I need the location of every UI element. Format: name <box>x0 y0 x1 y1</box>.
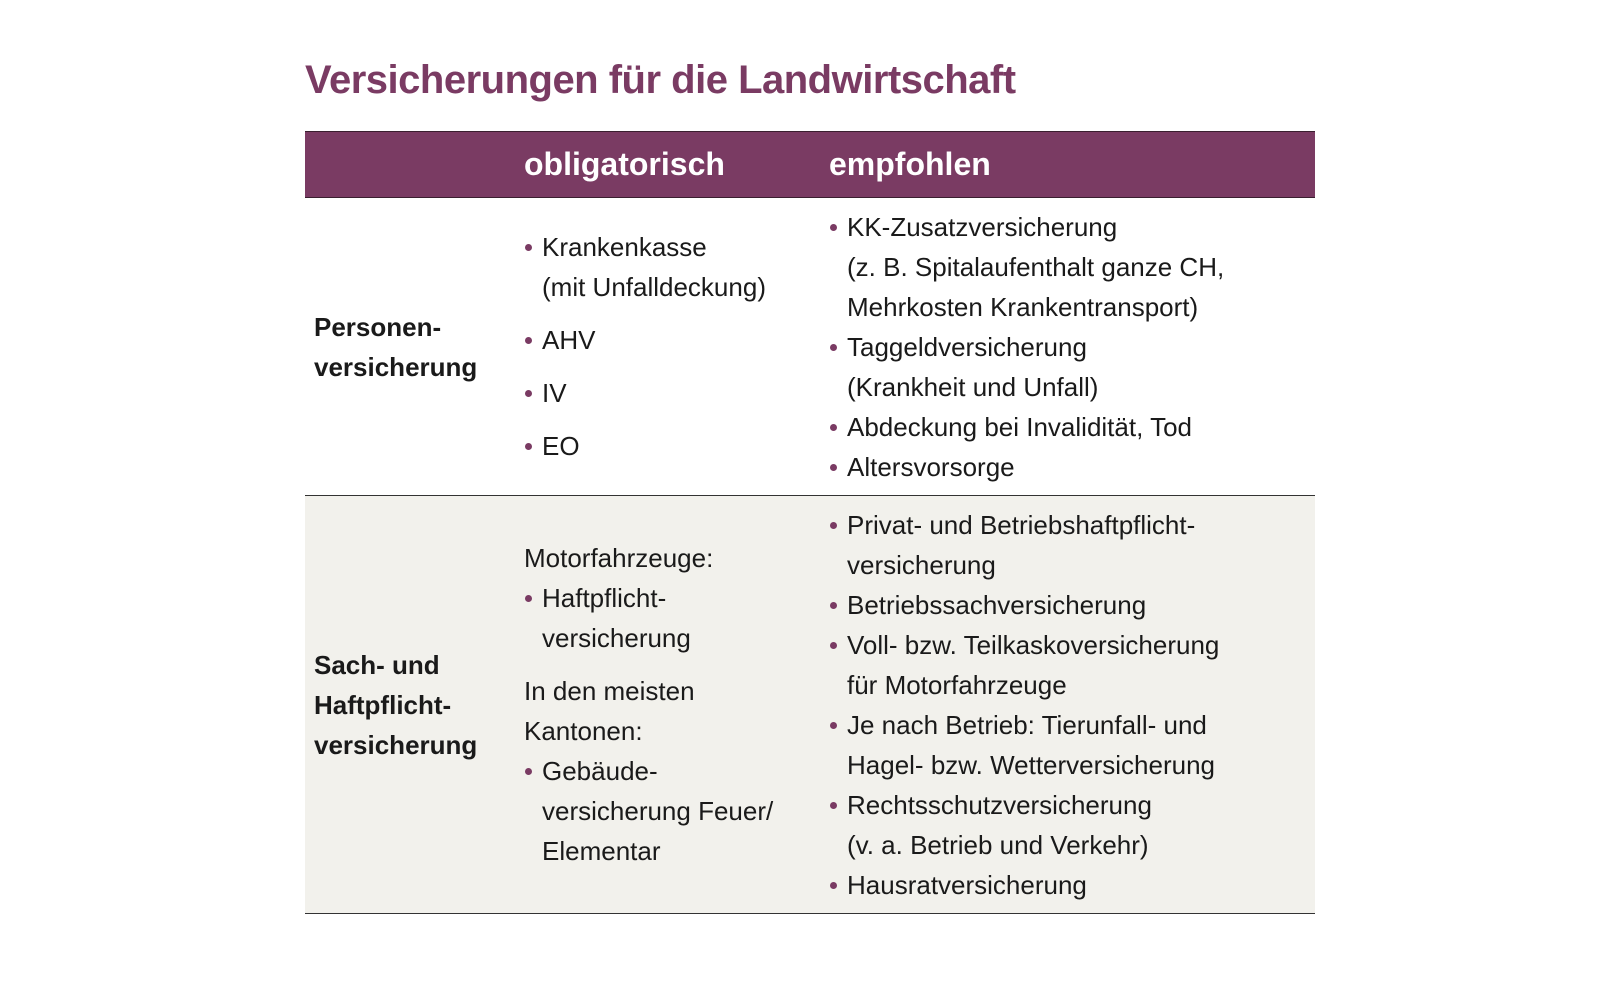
list-item-text: Privat- und Betriebshaftpflicht- <box>847 509 1196 540</box>
list-item <box>829 505 1315 585</box>
list-item <box>524 227 829 307</box>
list-item-text: Voll- bzw. Teilkaskoversicherung <box>847 629 1220 660</box>
list-item-text: (v. a. Betrieb und Verkehr) <box>847 829 1149 860</box>
page-title: Versicherungen für die Landwirtschaft <box>305 58 1016 102</box>
obligatorisch-cell <box>524 496 829 914</box>
list-item <box>524 320 829 360</box>
intro-text: Motorfahrzeuge: <box>524 543 714 573</box>
list-item <box>524 426 829 466</box>
category-line: Personen- <box>314 311 442 342</box>
table-row <box>305 198 1315 496</box>
list-item-text: für Motorfahrzeuge <box>847 669 1067 700</box>
list-item <box>524 751 829 871</box>
list-item-text: Hagel- bzw. Wetterversicherung <box>847 749 1216 780</box>
list-item <box>829 585 1315 625</box>
list-item-text: Krankenkasse <box>542 232 707 262</box>
category-line: versicherung <box>314 729 478 760</box>
list-item-text: versicherung <box>847 549 996 580</box>
list-item-text: Taggeldversicherung <box>847 331 1087 362</box>
list-item-text: KK-Zusatzversicherung <box>847 211 1118 242</box>
obligatorisch-list <box>524 578 829 658</box>
list-item-text: Elementar <box>542 836 661 866</box>
list-item-text: Rechtsschutzversicherung <box>847 789 1152 820</box>
header-empfohlen: empfohlen <box>829 132 1315 198</box>
list-item <box>829 705 1315 785</box>
list-item-text: Mehrkosten Krankentransport) <box>847 291 1199 322</box>
list-item-text: (mit Unfalldeckung) <box>542 272 766 302</box>
header-obligatorisch: obligatorisch <box>524 132 829 198</box>
list-item-text: Betriebssachversicherung <box>847 589 1147 620</box>
list-item <box>829 785 1315 865</box>
list-item <box>829 865 1315 905</box>
list-item-text: Haftpflicht- <box>542 583 667 613</box>
empfohlen-cell <box>829 198 1315 496</box>
intro-line: Kantonen: <box>524 716 643 746</box>
category-line: Sach- und <box>314 649 440 680</box>
list-item-text: versicherung Feuer/ <box>542 796 774 826</box>
list-item-text: Je nach Betrieb: Tierunfall- und <box>847 709 1207 740</box>
list-item-text: Gebäude- <box>542 756 658 786</box>
list-item <box>524 373 829 413</box>
list-item <box>829 625 1315 705</box>
list-item <box>829 447 1315 487</box>
list-item <box>829 407 1315 447</box>
obligatorisch-list <box>524 751 829 871</box>
list-item-text: EO <box>542 431 580 461</box>
list-item-text: Altersvorsorge <box>847 451 1015 482</box>
list-item-text: (z. B. Spitalaufenthalt ganze CH, <box>847 251 1225 282</box>
category-line: versicherung <box>314 351 478 382</box>
category-sach-haftpflicht <box>305 496 524 914</box>
list-item <box>524 578 829 658</box>
category-personenversicherung <box>305 198 524 496</box>
list-item-text: IV <box>542 378 567 408</box>
table-row <box>305 496 1315 914</box>
list-item-text: AHV <box>542 325 596 355</box>
list-item <box>829 327 1315 407</box>
list-item-text: Hausratversicherung <box>847 869 1087 900</box>
obligatorisch-list <box>524 227 829 466</box>
list-item-text: versicherung <box>542 623 691 653</box>
category-line: Haftpflicht- <box>314 689 452 720</box>
intro-text <box>524 671 829 751</box>
header-category <box>305 132 524 198</box>
list-item-text: (Krankheit und Unfall) <box>847 371 1099 402</box>
table-header-row <box>305 132 1315 198</box>
insurance-table <box>305 131 1315 914</box>
intro-line: In den meisten <box>524 676 695 706</box>
empfohlen-list <box>829 505 1315 905</box>
empfohlen-cell <box>829 496 1315 914</box>
list-item-text: Abdeckung bei Invalidität, Tod <box>847 411 1192 442</box>
obligatorisch-cell <box>524 198 829 496</box>
list-item <box>829 207 1315 327</box>
empfohlen-list <box>829 207 1315 487</box>
